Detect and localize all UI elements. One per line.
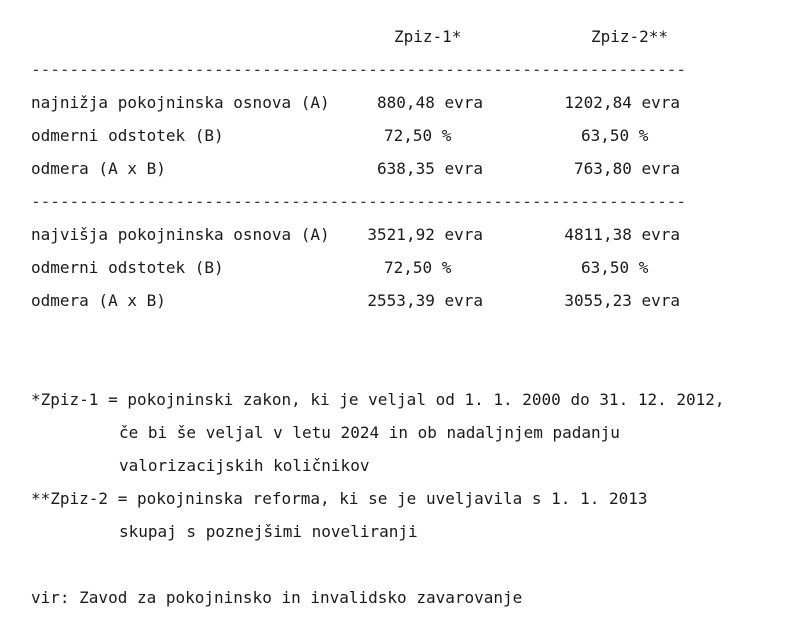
row-value-zpiz2: 63,50 % [581, 126, 649, 145]
column-header-zpiz1: Zpiz-1* [394, 27, 462, 46]
row-value-zpiz2: 4811,38 evra [564, 225, 680, 244]
row-label: odmerni odstotek (B) [31, 126, 224, 145]
row-value-zpiz2: 63,50 % [581, 258, 649, 277]
column-header-zpiz2: Zpiz-2** [591, 27, 669, 46]
source-note: vir: Zavod za pokojninsko in invalidsko zavarovanje [31, 588, 523, 607]
row-label: odmerni odstotek (B) [31, 258, 224, 277]
separator-line: -------------------------------------------------------------------- [31, 60, 687, 79]
row-label: najnižja pokojninska osnova (A) [31, 93, 330, 112]
footnote-zpiz1-cont: valorizacijskih količnikov [119, 456, 370, 475]
footnote-zpiz1: *Zpiz-1 = pokojninski zakon, ki je veljal od 1. 1. 2000 do 31. 12. 2012, [31, 390, 725, 409]
row-label: odmera (A x B) [31, 291, 166, 310]
row-value-zpiz1: 880,48 evra [377, 93, 483, 112]
row-value-zpiz1: 638,35 evra [377, 159, 483, 178]
footnote-zpiz2: **Zpiz-2 = pokojninska reforma, ki se je uveljavila s 1. 1. 2013 [31, 489, 648, 508]
row-label: najvišja pokojninska osnova (A) [31, 225, 330, 244]
row-value-zpiz1: 72,50 % [384, 126, 452, 145]
row-value-zpiz2: 763,80 evra [574, 159, 680, 178]
footnote-zpiz1-cont: če bi še veljal v letu 2024 in ob nadaljnjem padanju [119, 423, 620, 442]
row-value-zpiz2: 1202,84 evra [564, 93, 680, 112]
separator-line: -------------------------------------------------------------------- [31, 192, 687, 211]
footnote-zpiz2-cont: skupaj s poznejšimi noveliranji [119, 522, 418, 541]
row-value-zpiz1: 3521,92 evra [367, 225, 483, 244]
row-value-zpiz2: 3055,23 evra [564, 291, 680, 310]
row-value-zpiz1: 2553,39 evra [367, 291, 483, 310]
row-value-zpiz1: 72,50 % [384, 258, 452, 277]
row-label: odmera (A x B) [31, 159, 166, 178]
